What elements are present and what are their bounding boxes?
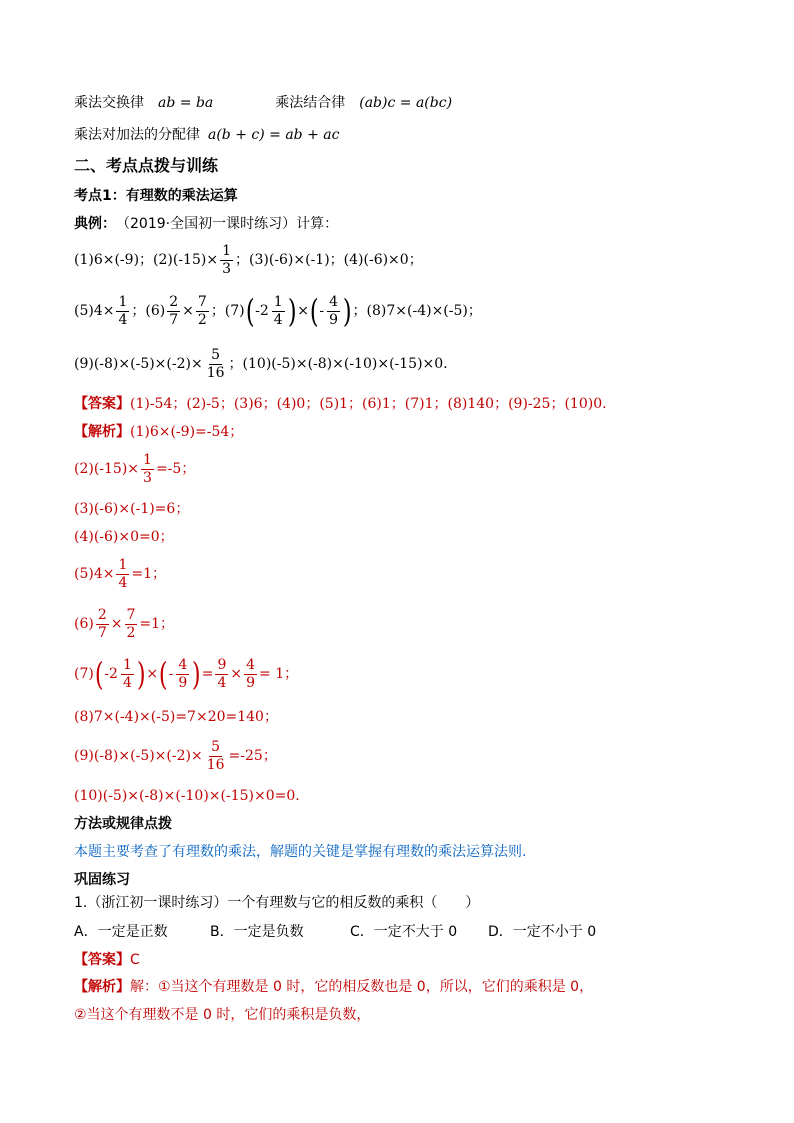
fraction-numerator: 7 bbox=[126, 607, 136, 623]
text-segment: - bbox=[319, 303, 325, 320]
section-title: 二、考点点拨与训练 bbox=[74, 156, 219, 175]
laws-line-2 bbox=[74, 128, 339, 142]
fraction-numerator: 1 bbox=[273, 294, 283, 310]
right-paren: ) bbox=[342, 292, 352, 331]
text-segment: (9)(-8)×(-5)×(-2)× bbox=[74, 748, 203, 765]
text-segment: ；(6) bbox=[131, 303, 166, 320]
fraction-denominator: 3 bbox=[143, 469, 152, 486]
fraction-denominator: 4 bbox=[118, 311, 128, 328]
text-segment: × bbox=[230, 666, 243, 683]
practice-analysis-2: ②当这个有理数不是 0 时，它们的乘积是负数， bbox=[74, 1007, 371, 1023]
example-line-1 bbox=[74, 244, 423, 276]
fraction-denominator: 4 bbox=[273, 311, 283, 328]
fraction-numerator: 2 bbox=[97, 607, 107, 623]
text-segment: (2)(-15)× bbox=[74, 461, 140, 478]
text-segment: = bbox=[201, 666, 214, 683]
analysis-step-8: (8)7×(-4)×(-5)=7×20=140； bbox=[74, 709, 278, 725]
fraction-numerator: 7 bbox=[197, 294, 207, 310]
fraction bbox=[116, 295, 129, 327]
fraction bbox=[167, 295, 180, 327]
text-segment: -2 bbox=[104, 666, 118, 683]
text-segment: × bbox=[110, 616, 123, 633]
fraction bbox=[96, 608, 109, 640]
fraction bbox=[272, 295, 285, 327]
fraction-denominator: 9 bbox=[329, 311, 339, 328]
right-paren: ) bbox=[287, 292, 297, 331]
text-segment: (6) bbox=[74, 616, 94, 633]
kaodian-title: 考点1：有理数的乘法运算 bbox=[74, 188, 238, 204]
fraction-numerator: 9 bbox=[217, 657, 227, 673]
text-segment: ；(10)(-5)×(-8)×(-10)×(-15)×0. bbox=[228, 356, 448, 373]
fraction-numerator: 1 bbox=[222, 243, 231, 259]
text-segment: =-5； bbox=[155, 461, 196, 478]
right-paren: ) bbox=[192, 655, 201, 694]
fraction-denominator: 16 bbox=[206, 756, 225, 773]
practice-analysis-text-1: 解：①当这个有理数是 0 时，它的相反数也是 0，所以，它们的乘积是 0， bbox=[130, 979, 594, 995]
analysis-label: 【解析】 bbox=[74, 424, 130, 440]
analysis-step-7 bbox=[74, 655, 299, 694]
analysis-step-10: (10)(-5)×(-8)×(-10)×(-15)×0=0. bbox=[74, 788, 300, 804]
option-c: C．一定不大于 0 bbox=[350, 924, 458, 940]
fraction-denominator: 3 bbox=[222, 260, 231, 277]
fraction bbox=[220, 244, 233, 276]
text-segment: ；(3)(-6)×(-1)；(4)(-6)×0； bbox=[234, 252, 423, 269]
fraction-denominator: 4 bbox=[217, 674, 227, 691]
text-segment: (7) bbox=[74, 666, 94, 683]
fraction bbox=[244, 658, 257, 690]
distributive-label: 乘法对加法的分配律 bbox=[74, 127, 200, 143]
fraction-numerator: 1 bbox=[118, 294, 128, 310]
analysis-line-1 bbox=[74, 425, 243, 439]
left-paren: ( bbox=[158, 655, 168, 694]
fraction bbox=[121, 658, 134, 690]
practice-options bbox=[74, 925, 596, 939]
left-paren: ( bbox=[245, 292, 255, 331]
fraction-numerator: 2 bbox=[169, 294, 179, 310]
fraction-numerator: 5 bbox=[211, 739, 221, 755]
answer-label: 【答案】 bbox=[74, 396, 130, 412]
fraction-numerator: 4 bbox=[329, 294, 339, 310]
analysis-step-6 bbox=[74, 608, 174, 640]
fraction bbox=[116, 558, 129, 590]
commutative-label: 乘法交换律 bbox=[74, 95, 144, 111]
text-segment: (5)4× bbox=[74, 566, 115, 583]
text-segment: (1)6×(-9)；(2)(-15)× bbox=[74, 252, 219, 269]
analysis-step-9 bbox=[74, 740, 277, 772]
analysis-step-5 bbox=[74, 558, 166, 590]
text-segment: × bbox=[182, 303, 194, 320]
text-segment: =1； bbox=[139, 616, 175, 633]
right-paren: ) bbox=[136, 655, 146, 694]
practice-question-1: 1.（浙江初一课时练习）一个有理数与它的相反数的乘积（ ） bbox=[74, 895, 480, 911]
fraction bbox=[176, 658, 189, 690]
practice-title: 巩固练习 bbox=[74, 872, 130, 888]
practice-analysis-label: 【解析】 bbox=[74, 979, 130, 995]
fraction-numerator: 1 bbox=[122, 657, 132, 673]
fraction-denominator: 7 bbox=[97, 624, 107, 641]
fraction bbox=[205, 740, 227, 772]
example-header bbox=[74, 217, 338, 231]
fraction-denominator: 16 bbox=[206, 364, 225, 381]
analysis-step-4: (4)(-6)×0=0； bbox=[74, 529, 174, 545]
option-b: B．一定是负数 bbox=[210, 924, 304, 940]
laws-line-1 bbox=[74, 96, 452, 110]
commutative-formula: ab = ba bbox=[158, 95, 214, 111]
example-label: 典例： bbox=[74, 216, 116, 232]
answer-line bbox=[74, 397, 607, 411]
example-source: （2019·全国初一课时练习）计算： bbox=[116, 216, 339, 232]
practice-answer bbox=[74, 953, 140, 967]
fraction-numerator: 4 bbox=[246, 657, 256, 673]
option-d: D．一定不小于 0 bbox=[488, 924, 597, 940]
associative-formula: (ab)c = a(bc) bbox=[359, 95, 453, 111]
fraction-numerator: 5 bbox=[211, 347, 221, 363]
method-text: 本题主要考查了有理数的乘法，解题的关键是掌握有理数的乘法运算法则. bbox=[74, 844, 527, 860]
fraction bbox=[196, 295, 209, 327]
practice-answer-value: C bbox=[130, 952, 140, 968]
fraction bbox=[205, 348, 227, 380]
practice-answer-label: 【答案】 bbox=[74, 952, 130, 968]
fraction-denominator: 2 bbox=[197, 311, 207, 328]
fraction-denominator: 4 bbox=[118, 574, 128, 591]
left-paren: ( bbox=[94, 655, 104, 694]
text-segment: (5)4× bbox=[74, 303, 115, 320]
left-paren: ( bbox=[309, 292, 319, 331]
text-segment: - bbox=[168, 666, 174, 683]
text-segment: ；(8)7×(-4)×(-5)； bbox=[352, 303, 482, 320]
option-a: A．一定是正数 bbox=[74, 924, 168, 940]
text-segment: =-25； bbox=[228, 748, 277, 765]
fraction bbox=[141, 453, 154, 485]
fraction-denominator: 9 bbox=[246, 674, 256, 691]
associative-label: 乘法结合律 bbox=[275, 95, 346, 111]
text-segment: (9)(-8)×(-5)×(-2)× bbox=[74, 356, 203, 373]
text-segment: =1； bbox=[131, 566, 167, 583]
fraction-denominator: 2 bbox=[126, 624, 136, 641]
fraction-numerator: 4 bbox=[178, 657, 188, 673]
fraction bbox=[125, 608, 138, 640]
example-line-2 bbox=[74, 292, 482, 331]
fraction bbox=[327, 295, 340, 327]
fraction bbox=[215, 658, 228, 690]
fraction-denominator: 9 bbox=[178, 674, 188, 691]
text-segment: ；(7) bbox=[210, 303, 245, 320]
text-segment: -2 bbox=[255, 303, 269, 320]
text-segment: = 1； bbox=[259, 666, 299, 683]
analysis-step-1: (1)6×(-9)=-54； bbox=[130, 424, 244, 440]
analysis-step-3: (3)(-6)×(-1)=6； bbox=[74, 501, 190, 517]
fraction-numerator: 1 bbox=[118, 557, 128, 573]
method-title: 方法或规律点拨 bbox=[74, 816, 172, 832]
fraction-denominator: 7 bbox=[169, 311, 179, 328]
distributive-formula: a(b + c) = ab + ac bbox=[208, 127, 340, 143]
fraction-numerator: 1 bbox=[143, 452, 152, 468]
fraction-denominator: 4 bbox=[122, 674, 132, 691]
analysis-step-2 bbox=[74, 453, 195, 485]
text-segment: × bbox=[146, 666, 159, 683]
example-line-3 bbox=[74, 348, 448, 380]
answer-text: (1)-54；(2)-5；(3)6；(4)0；(5)1；(6)1；(7)1；(8)140；(9)-25；(10)0. bbox=[130, 396, 607, 412]
text-segment: × bbox=[297, 303, 309, 320]
practice-analysis-1 bbox=[74, 980, 593, 994]
